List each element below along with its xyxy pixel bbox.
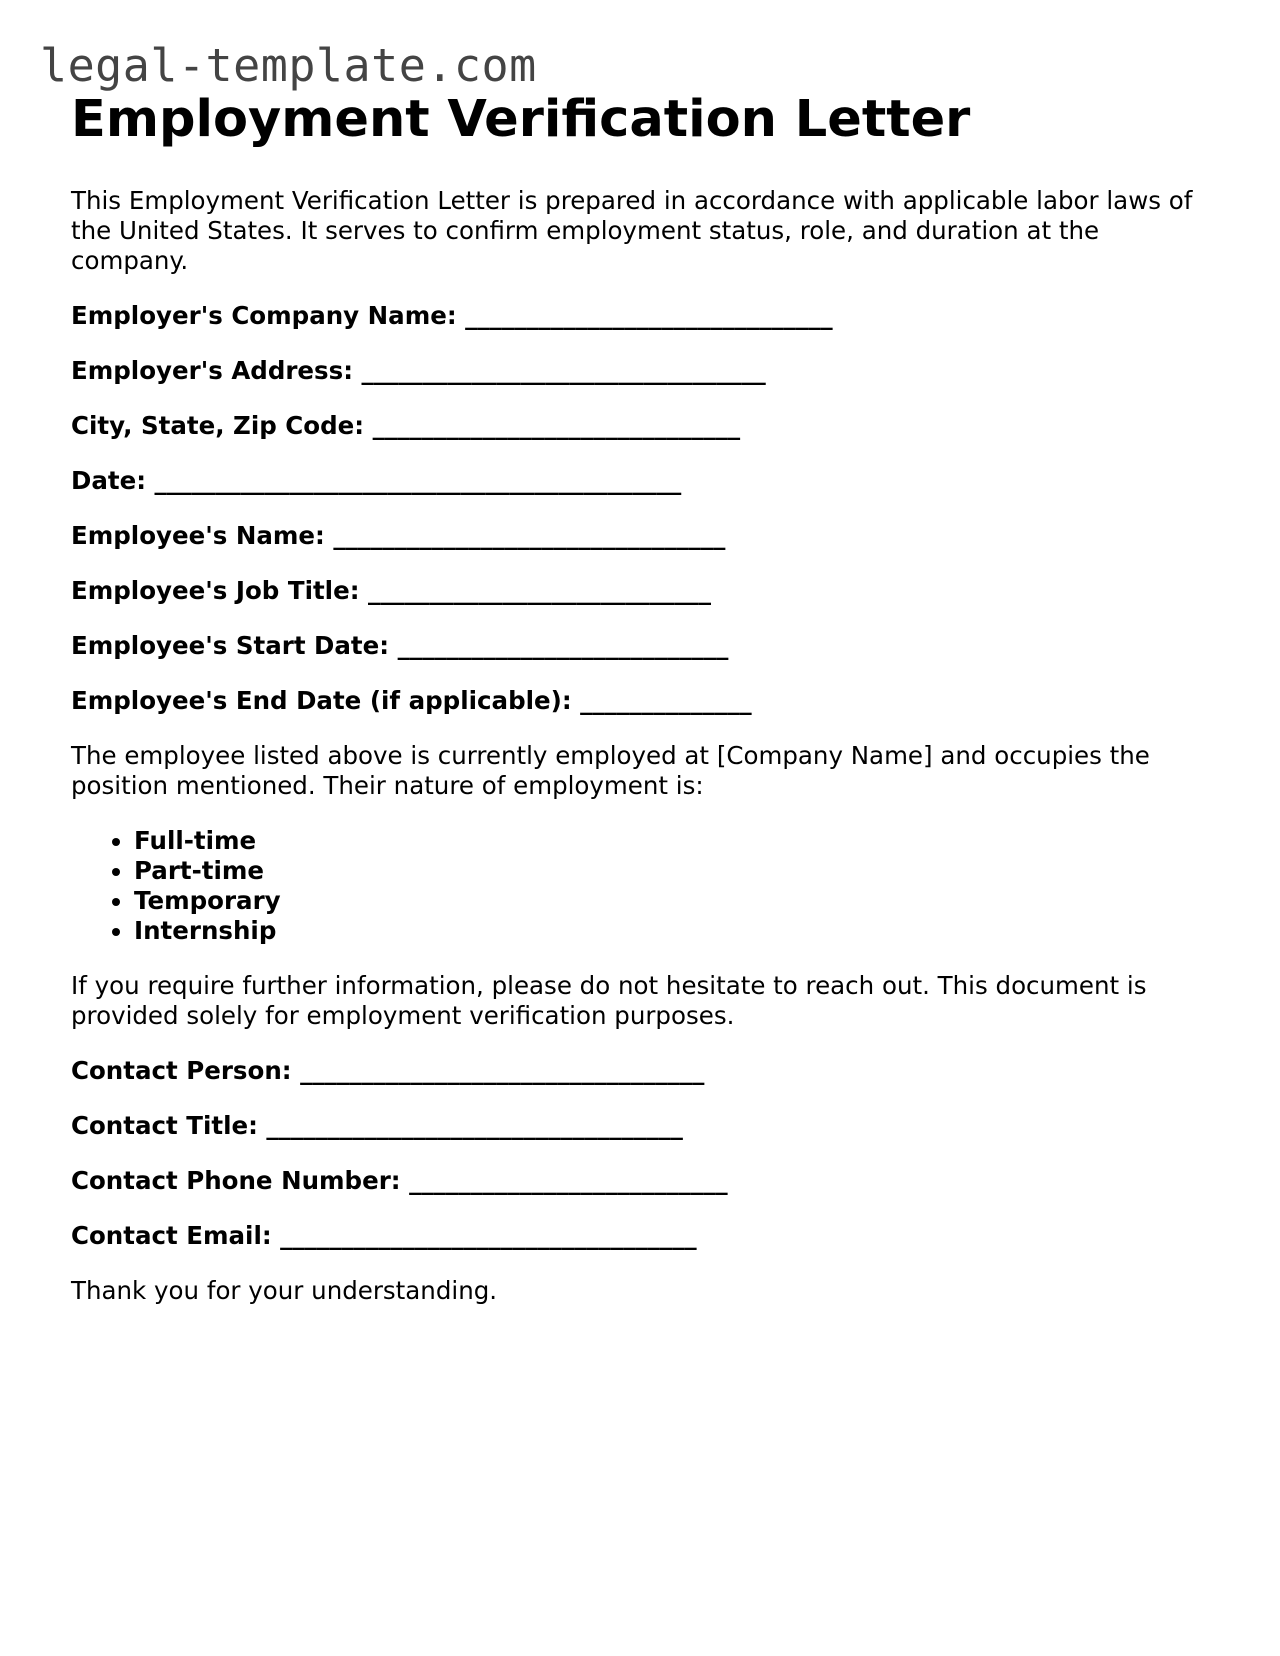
letter-document bbox=[71, 88, 1221, 1306]
watermark: legal-template.com bbox=[40, 39, 537, 92]
company-name-field: Employer's Company Name: ______________________________ bbox=[71, 301, 833, 330]
list-item: • Internship bbox=[134, 916, 1221, 946]
contact-title-field: Contact Title: __________________________________ bbox=[71, 1111, 683, 1140]
start-date-field: Employee's Start Date: ___________________________ bbox=[71, 631, 729, 660]
list-item: • Full-time bbox=[134, 826, 1221, 856]
document-title: Employment Verification Letter bbox=[71, 90, 971, 149]
list-item: • Part-time bbox=[134, 856, 1221, 886]
employment-type-list bbox=[71, 826, 1221, 946]
employment-statement: The employee listed above is currently employed at [Company Name] and occupies the position mentioned. Their nature of employment is: bbox=[71, 741, 1150, 800]
contact-phone-field: Contact Phone Number: __________________________ bbox=[71, 1166, 728, 1195]
employee-name-field: Employee's Name: ________________________________ bbox=[71, 521, 726, 550]
contact-person-field: Contact Person: _________________________________ bbox=[71, 1056, 705, 1085]
closing-statement: If you require further information, please do not hesitate to reach out. This document is provided solely for employment verification purposes. bbox=[71, 971, 1147, 1030]
end-date-field: Employee's End Date (if applicable): ______________ bbox=[71, 686, 752, 715]
thank-you-line: Thank you for your understanding. bbox=[71, 1276, 498, 1305]
job-title-field: Employee's Job Title: ____________________________ bbox=[71, 576, 712, 605]
date-field: Date: ___________________________________________ bbox=[71, 466, 682, 495]
employer-address-field: Employer's Address: _________________________________ bbox=[71, 356, 766, 385]
contact-email-field: Contact Email: __________________________________ bbox=[71, 1221, 697, 1250]
city-state-zip-field: City, State, Zip Code: ______________________________ bbox=[71, 411, 741, 440]
intro-paragraph: This Employment Verification Letter is prepared in accordance with applicable labor laws of the United States. It serves to confirm employment status, role, and duration at the company. bbox=[71, 186, 1193, 275]
list-item: • Temporary bbox=[134, 886, 1221, 916]
